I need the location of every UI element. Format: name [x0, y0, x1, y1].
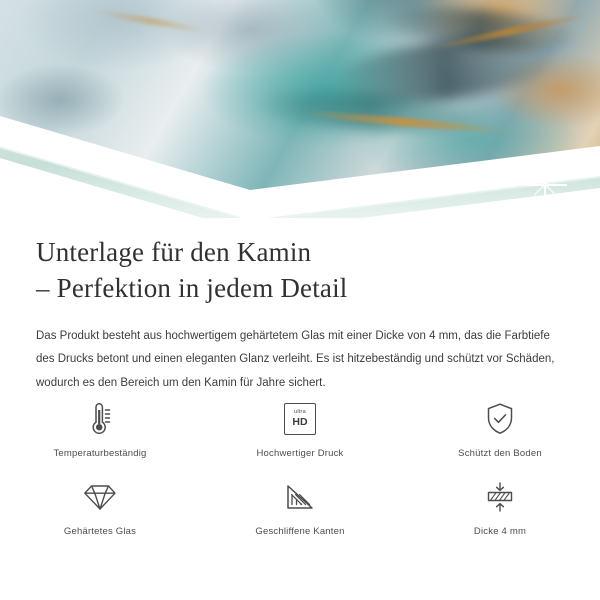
- hero-image: [0, 0, 600, 218]
- feature-item-floor-protection: [400, 392, 600, 459]
- feature-item-thickness: [400, 470, 600, 537]
- feature-item-temperature: [0, 392, 200, 459]
- feature-item-tempered-glass: [0, 470, 200, 537]
- feature-label-thickness: Dicke 4 mm: [473, 526, 527, 537]
- marble-art-glass-panel: [0, 0, 600, 218]
- feature-grid: [0, 392, 600, 548]
- feature-label-floor-protection: Schützt den Boden: [458, 448, 542, 459]
- text-content: [0, 218, 600, 396]
- thermometer-icon: [77, 398, 123, 440]
- feature-label-tempered-glass: Gehärtetes Glas: [63, 526, 137, 537]
- feature-label-polished-edges: Geschliffene Kanten: [255, 526, 345, 537]
- page-title: [0, 218, 600, 307]
- ultra-hd-top-text: ultra: [294, 409, 306, 416]
- feature-label-print-quality: Hochwertiger Druck: [256, 448, 344, 459]
- diamond-icon: [77, 476, 123, 518]
- polished-edges-icon: [277, 476, 323, 518]
- ultra-hd-bottom-text: HD: [292, 416, 308, 429]
- sparkle-icon: [522, 162, 568, 208]
- sparkle-core: [540, 180, 550, 190]
- ultra-hd-icon: [277, 398, 323, 440]
- shield-check-icon: [477, 398, 523, 440]
- feature-label-temperature: Temperaturbeständig: [53, 448, 147, 459]
- feature-item-polished-edges: [200, 470, 400, 537]
- headline-line-1: Unterlage für den Kamin: [36, 237, 312, 267]
- thickness-icon: [477, 476, 523, 518]
- feature-item-print-quality: [200, 392, 400, 459]
- headline-line-2: – Perfektion in jedem Detail: [36, 272, 348, 303]
- description-paragraph: Das Produkt besteht aus hochwertigem gehärtetem Glas mit einer Dicke von 4 mm, das die Farbtiefe des Drucks betont und einen eleganten Glanz verleiht. Es ist hitzebeständig und schützt vor Schäden, wodurch es den Bereich um den Kamin für Jahre sichert.: [36, 329, 555, 389]
